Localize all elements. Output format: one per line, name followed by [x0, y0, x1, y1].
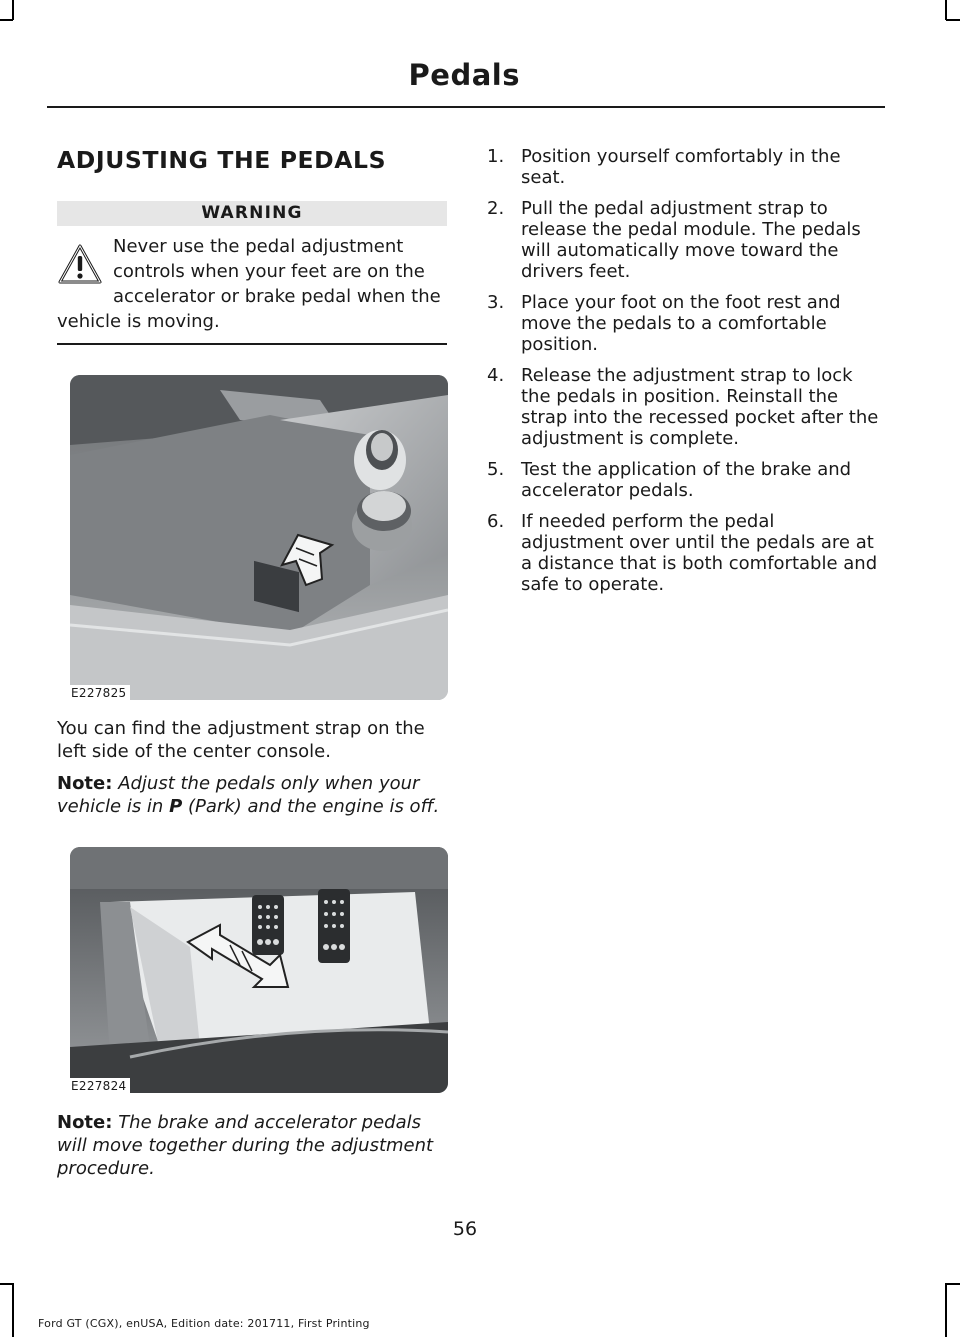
crop-mark: [946, 19, 960, 21]
warning-text: Never use the pedal adjustment controls when your feet are on the accelerator or brake pedal when the vehicle is moving.: [57, 236, 441, 332]
crop-mark: [0, 1283, 13, 1285]
step-number: 6.: [487, 511, 505, 532]
figure-adjustment-strap: [70, 375, 448, 700]
list-item: [487, 146, 882, 188]
step-number: 3.: [487, 292, 505, 313]
crop-mark: [945, 1283, 947, 1337]
steps-list: [487, 146, 882, 595]
page-header-title: Pedals: [408, 58, 520, 92]
warning-bottom-rule: [57, 343, 447, 345]
left-column: [57, 143, 447, 1180]
step-number: 5.: [487, 459, 505, 480]
step-text: Position yourself comfortably in the seat.: [521, 146, 841, 188]
crop-mark: [946, 1283, 960, 1285]
step-number: 1.: [487, 146, 505, 167]
note-text: The brake and accelerator pedals will move together during the adjustment procedure.: [57, 1112, 434, 1179]
list-item: [487, 511, 882, 595]
step-text: Test the application of the brake and accelerator pedals.: [521, 459, 852, 501]
crop-mark: [945, 0, 947, 20]
step-text: If needed perform the pedal adjustment over until the pedals are at a distance that is both comfortable and safe to operate.: [521, 511, 878, 595]
figure-pedals: [70, 847, 448, 1093]
note-label: Note:: [57, 773, 113, 794]
footer-edition: Ford GT (CGX), enUSA, Edition date: 201711, First Printing: [38, 1317, 370, 1330]
pedals-illustration: [70, 847, 448, 1093]
list-item: [487, 459, 882, 501]
step-number: 2.: [487, 198, 505, 219]
step-number: 4.: [487, 365, 505, 386]
list-item: [487, 292, 882, 355]
crop-mark: [12, 1283, 14, 1337]
right-column: [487, 146, 882, 605]
console-illustration: [70, 375, 448, 700]
step-text: Pull the pedal adjustment strap to release the pedal module. The pedals will automatically move toward the drivers feet.: [521, 198, 861, 282]
crop-mark: [0, 19, 13, 21]
note-move-together: [57, 1111, 447, 1180]
figure-code: E227825: [70, 685, 130, 700]
step-text: Place your foot on the foot rest and move the pedals to a comfortable position.: [521, 292, 841, 355]
warning-triangle-icon: [57, 242, 103, 288]
note-text: (Park) and the engine is off.: [188, 796, 440, 817]
paragraph-find-strap: You can find the adjustment strap on the left side of the center console.: [57, 718, 425, 762]
header-rule: [47, 106, 885, 108]
step-text: Release the adjustment strap to lock the pedals in position. Reinstall the strap into the recessed pocket after the adjustment is complete.: [521, 365, 879, 449]
figure-code: E227824: [70, 1078, 130, 1093]
warning-body: [57, 234, 447, 334]
note-park: [57, 772, 447, 818]
note-label: Note:: [57, 1112, 113, 1133]
list-item: [487, 365, 882, 449]
warning-heading: WARNING: [57, 201, 447, 226]
note-park-letter: P: [169, 796, 183, 817]
note-text: Adjust the pedals only when your vehicle is in: [57, 773, 420, 817]
section-title: ADJUSTING THE PEDALS: [57, 146, 387, 174]
page-number: 56: [452, 1218, 478, 1240]
list-item: [487, 198, 882, 282]
warning-box: [57, 201, 447, 345]
crop-mark: [12, 0, 14, 20]
